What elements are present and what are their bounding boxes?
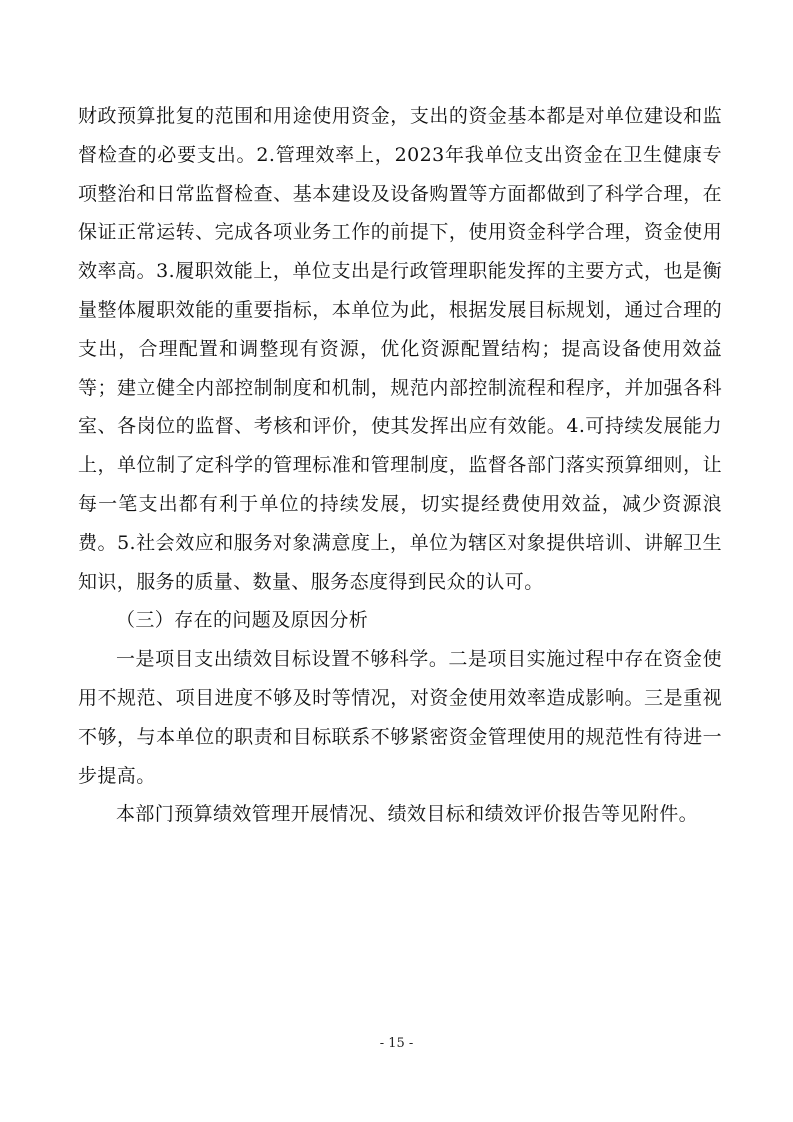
page-number: - 15 - [379, 1036, 414, 1051]
paragraph-attachment-note: 本部门预算绩效管理开展情况、绩效目标和绩效评价报告等见附件。 [116, 803, 699, 826]
document-body [78, 97, 722, 834]
paragraph-performance-analysis: 财政预算批复的范围和用途使用资金，支出的资金基本都是对单位建设和监督检查的必要支出。2.管理效率上，2023年我单位支出资金在卫生健康专项整治和日常监督检查、基本建设及设备购置等方面都做到了科学合理，在保证正常运转、完成各项业务工作的前提下，使用资金科学合理，资金使用效率高。3.履职效能上，单位支出是行政管理职能发挥的主要方式，也是衡量整体履职效能的重要指标，本单位为此，根据发展目标规划，通过合理的支出，合理配置和调整现有资源，优化资源配置结构；提高设备使用效益等；建立健全内部控制制度和机制，规范内部控制流程和程序，并加强各科室、各岗位的监督、考核和评价，使其发挥出应有效能。4.可持续发展能力上，单位制了定科学的管理标准和管理制度，监督各部门落实预算细则，让每一笔支出都有利于单位的持续发展，切实提经费使用效益，减少资源浪费。5.社会效应和服务对象满意度上，单位为辖区对象提供培训、讲解卫生知识，服务的质量、数量、服务态度得到民众的认可。 [78, 105, 722, 593]
paragraph-problems: 一是项目支出绩效目标设置不够科学。二是项目实施过程中存在资金使用不规范、项目进度不够及时等情况，对资金使用效率造成影响。三是重视不够，与本单位的职责和目标联系不够紧密资金管理使用的规范性有待进一步提高。 [78, 648, 722, 787]
section-heading-problems: （三）存在的问题及原因分析 [116, 609, 369, 632]
